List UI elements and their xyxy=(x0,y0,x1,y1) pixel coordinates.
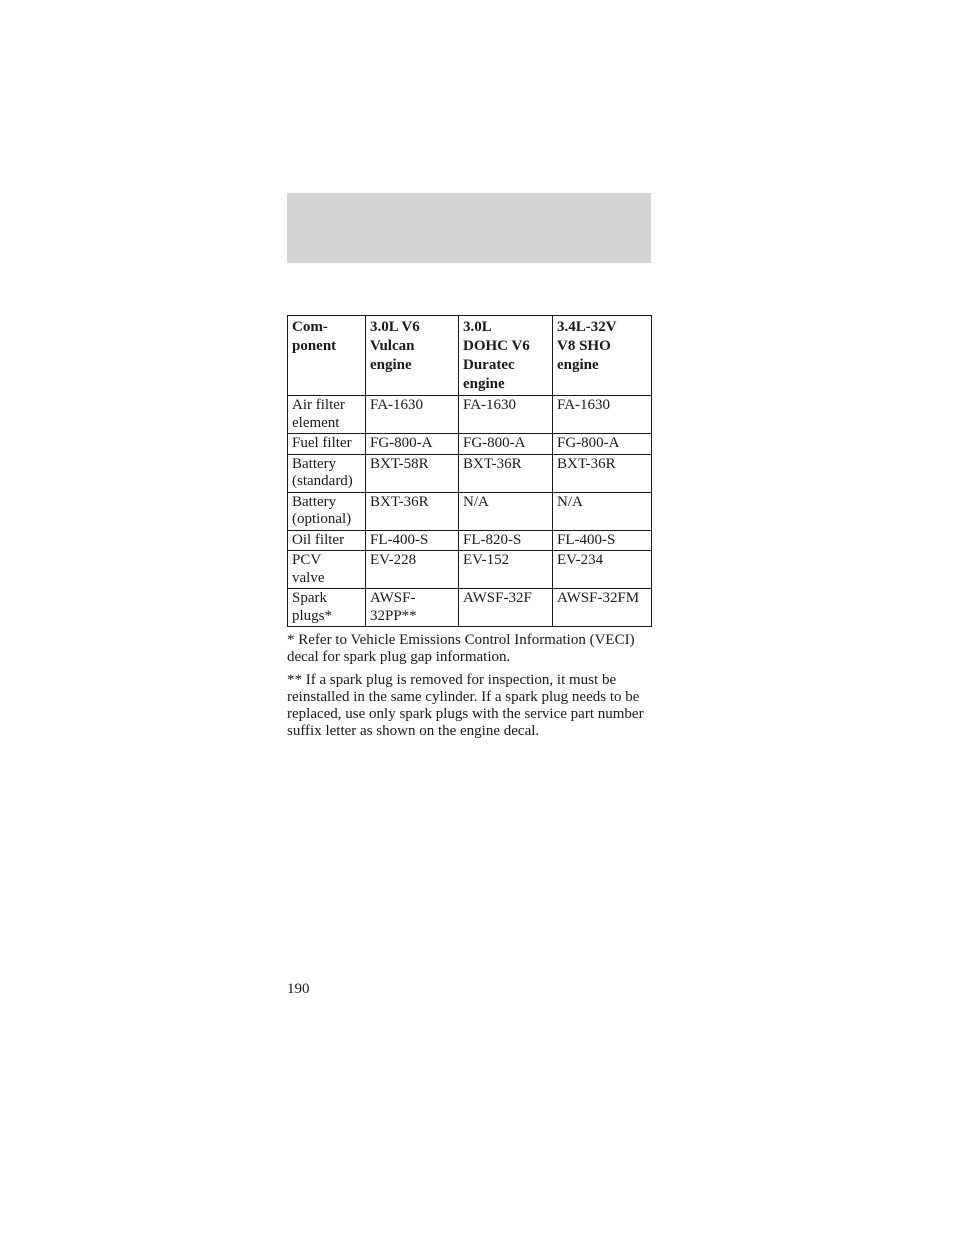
section-header-band xyxy=(287,193,651,263)
table-row xyxy=(288,434,652,455)
footnote-veci: * Refer to Vehicle Emissions Control Information (VECI) decal for spark plug gap information. xyxy=(287,632,635,665)
table-row xyxy=(288,454,652,492)
cell-component: Spark plugs* xyxy=(288,589,366,627)
table-row xyxy=(288,530,652,551)
cell-part: BXT-36R xyxy=(459,454,553,492)
table-row xyxy=(288,492,652,530)
table-row xyxy=(288,589,652,627)
cell-part: FA-1630 xyxy=(366,396,459,434)
footnotes xyxy=(287,632,653,746)
cell-part: FA-1630 xyxy=(553,396,652,434)
cell-part: FL-820-S xyxy=(459,530,553,551)
header-sho-engine: 3.4L-32V V8 SHO engine xyxy=(553,316,652,396)
cell-part: FL-400-S xyxy=(553,530,652,551)
cell-part: FA-1630 xyxy=(459,396,553,434)
cell-part: AWSF-32FM xyxy=(553,589,652,627)
parts-table xyxy=(287,315,652,627)
cell-part: AWSF- 32PP** xyxy=(366,589,459,627)
cell-part: EV-152 xyxy=(459,551,553,589)
cell-component: Battery (standard) xyxy=(288,454,366,492)
cell-part: BXT-36R xyxy=(553,454,652,492)
cell-part: BXT-58R xyxy=(366,454,459,492)
cell-component: Battery (optional) xyxy=(288,492,366,530)
cell-part: FL-400-S xyxy=(366,530,459,551)
cell-part: N/A xyxy=(553,492,652,530)
cell-part: BXT-36R xyxy=(366,492,459,530)
table-row xyxy=(288,396,652,434)
header-duratec-engine: 3.0L DOHC V6 Duratec engine xyxy=(459,316,553,396)
cell-part: N/A xyxy=(459,492,553,530)
cell-part: EV-228 xyxy=(366,551,459,589)
table-header-row xyxy=(288,316,652,396)
cell-component: Air filter element xyxy=(288,396,366,434)
footnote-spark-plug: ** If a spark plug is removed for inspection, it must be reinstalled in the same cylinder. If a spark plug needs to be replaced, use only spark plugs with the service part number suffix letter as shown on the engine decal. xyxy=(287,672,644,739)
cell-component: Oil filter xyxy=(288,530,366,551)
header-component: Com- ponent xyxy=(288,316,366,396)
page-number: 190 xyxy=(287,981,310,997)
cell-part: FG-800-A xyxy=(366,434,459,455)
table-row xyxy=(288,551,652,589)
cell-part: FG-800-A xyxy=(459,434,553,455)
cell-component: Fuel filter xyxy=(288,434,366,455)
cell-component: PCV valve xyxy=(288,551,366,589)
header-vulcan-engine: 3.0L V6 Vulcan engine xyxy=(366,316,459,396)
cell-part: AWSF-32F xyxy=(459,589,553,627)
cell-part: FG-800-A xyxy=(553,434,652,455)
cell-part: EV-234 xyxy=(553,551,652,589)
